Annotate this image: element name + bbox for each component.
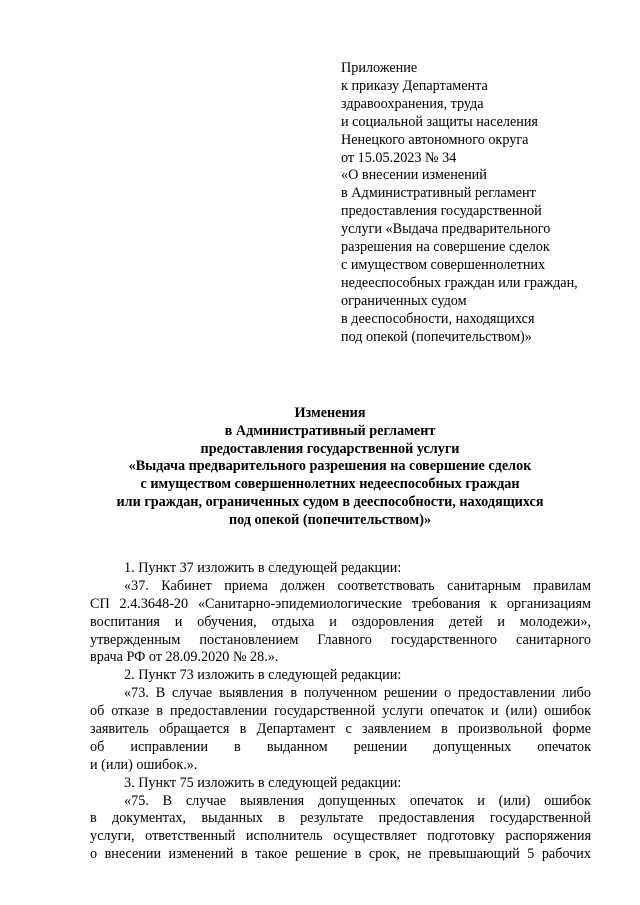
body-line: врача РФ от 28.09.2020 № 28.». bbox=[90, 649, 279, 666]
body-line: «75. В случае выявления допущенных опечаток и (или) ошибок bbox=[124, 792, 591, 809]
title-line: предоставления государственной услуги bbox=[200, 440, 460, 457]
title-line: или граждан, ограниченных судом в дееспособности, находящихся bbox=[116, 493, 544, 510]
title-line: с имуществом совершеннолетних недееспособных граждан bbox=[140, 476, 520, 493]
title-line: «Выдача предварительного разрешения на совершение сделок bbox=[128, 458, 532, 475]
document-body bbox=[90, 560, 591, 864]
appendix-line: ограниченных судом bbox=[341, 292, 467, 309]
body-line: об исправлении в выданном решении допущенных опечаток bbox=[90, 738, 591, 755]
title-line: Изменения bbox=[294, 405, 366, 421]
appendix-line: «О внесении изменений bbox=[341, 167, 487, 184]
appendix-line: к приказу Департамента bbox=[341, 77, 488, 94]
appendix-line: разрешения на совершение сделок bbox=[341, 239, 550, 256]
body-line: услуги, ответственный исполнитель осуществляет подготовку распоряжения bbox=[90, 828, 591, 845]
body-line: СП 2.4.3648-20 «Санитарно-эпидемиологические требования к организациям bbox=[90, 595, 591, 612]
appendix-line: недееспособных граждан или граждан, bbox=[341, 274, 578, 291]
body-line: 3. Пункт 75 изложить в следующей редакции: bbox=[124, 774, 402, 791]
body-line: «73. В случае выявления в полученном решении о предоставлении либо bbox=[124, 685, 591, 702]
appendix-line: Ненецкого автономного округа bbox=[341, 131, 529, 148]
title-line: в Административный регламент bbox=[224, 422, 436, 439]
body-line: 2. Пункт 73 изложить в следующей редакции: bbox=[124, 667, 402, 684]
body-line: в документах, выданных в результате предоставления государственной bbox=[90, 810, 591, 827]
body-line: и (или) ошибок.». bbox=[90, 756, 198, 773]
document-title bbox=[90, 405, 570, 530]
body-line: 1. Пункт 37 изложить в следующей редакции: bbox=[124, 560, 402, 576]
body-line: о внесении изменений в такое решение в срок, не превышающий 5 рабочих bbox=[90, 846, 591, 863]
appendix-line: от 15.05.2023 № 34 bbox=[341, 149, 457, 166]
appendix-line: и социальной защиты населения bbox=[341, 113, 538, 130]
body-line: утвержденным постановлением Главного государственного санитарного bbox=[90, 631, 591, 648]
appendix-line: Приложение bbox=[341, 60, 418, 76]
appendix-header bbox=[341, 60, 611, 347]
body-line: об отказе в предоставлении государственной услуги опечаток и (или) ошибок bbox=[90, 703, 591, 720]
appendix-line: под опекой (попечительством)» bbox=[341, 328, 532, 345]
appendix-line: здравоохранения, труда bbox=[341, 95, 484, 112]
body-line: заявитель обращается в Департамент с заявлением в произвольной форме bbox=[90, 721, 591, 738]
appendix-line: предоставления государственной bbox=[341, 203, 542, 220]
appendix-line: в дееспособности, находящихся bbox=[341, 310, 535, 327]
title-line: под опекой (попечительством)» bbox=[228, 511, 432, 528]
body-line: воспитания и обучения, отдыха и оздоровления детей и молодежи», bbox=[90, 613, 591, 630]
appendix-line: услуги «Выдача предварительного bbox=[341, 221, 551, 238]
body-line: «37. Кабинет приема должен соответствовать санитарным правилам bbox=[124, 577, 591, 594]
appendix-line: в Административный регламент bbox=[341, 185, 536, 202]
appendix-line: с имуществом совершеннолетних bbox=[341, 256, 546, 273]
